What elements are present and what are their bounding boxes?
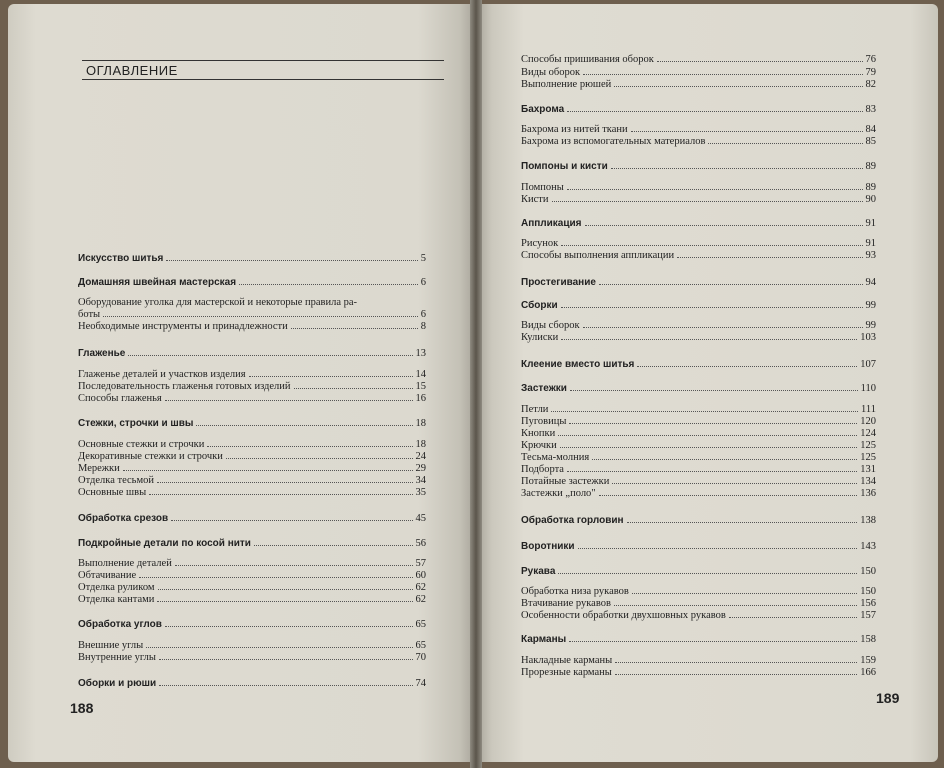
toc-item xyxy=(521,182,876,194)
toc-section xyxy=(521,218,876,230)
toc-page-number: 89 xyxy=(865,182,876,193)
toc-leader xyxy=(567,189,863,190)
book-gutter xyxy=(470,0,482,768)
toc-item xyxy=(78,463,426,475)
toc-label: Помпоны xyxy=(521,182,564,193)
toc-section xyxy=(78,418,426,430)
toc-label: Глаженье деталей и участков изделия xyxy=(78,369,246,380)
toc-label: Стежки, строчки и швы xyxy=(78,418,194,429)
left-page-number: 188 xyxy=(70,700,94,716)
toc-item xyxy=(521,79,876,91)
toc-label: Помпоны и кисти xyxy=(521,161,608,172)
toc-leader xyxy=(146,647,412,648)
toc-item xyxy=(78,594,426,606)
toc-item xyxy=(521,194,876,206)
toc-page-number: 120 xyxy=(860,416,876,427)
toc-item xyxy=(521,610,876,622)
toc-page-number: 110 xyxy=(860,383,876,394)
toc-label: Виды оборок xyxy=(521,67,581,78)
toc-page-number: 131 xyxy=(860,464,876,475)
toc-label: Внутренние углы xyxy=(78,652,156,663)
toc-label: Простегивание xyxy=(521,277,596,288)
toc-item xyxy=(78,369,426,381)
toc-item xyxy=(78,321,426,333)
toc-item xyxy=(521,250,876,262)
toc-leader xyxy=(165,400,413,401)
toc-page-number: 82 xyxy=(865,79,876,90)
toc-label: Рисунок xyxy=(521,238,559,249)
right-page-number: 189 xyxy=(876,690,900,706)
toc-page-number: 65 xyxy=(415,619,426,630)
toc-section xyxy=(78,348,426,360)
toc-section xyxy=(521,104,876,116)
toc-label: Кисти xyxy=(521,194,549,205)
toc-leader xyxy=(657,61,863,62)
toc-section xyxy=(78,277,426,289)
toc-leader xyxy=(149,494,412,495)
toc-item xyxy=(521,667,876,679)
toc-leader xyxy=(614,605,857,606)
toc-page-number: 14 xyxy=(415,369,426,380)
toc-label: Подборта xyxy=(521,464,564,475)
toc-page-number: 91 xyxy=(865,238,876,249)
toc-page-number: 56 xyxy=(415,538,426,549)
toc-section xyxy=(521,161,876,173)
toc-page-number: 136 xyxy=(860,488,876,499)
toc-page-number: 62 xyxy=(415,582,426,593)
toc-leader xyxy=(171,520,412,521)
toc-page-number: 150 xyxy=(860,586,876,597)
toc-leader xyxy=(249,376,413,377)
toc-leader xyxy=(123,470,413,471)
toc-section xyxy=(78,678,426,690)
toc-label: Отделка тесьмой xyxy=(78,475,154,486)
toc-page-number: 150 xyxy=(860,566,876,577)
toc-label: Мережки xyxy=(78,463,120,474)
toc-leader xyxy=(583,74,862,75)
toc-label: Обработка срезов xyxy=(78,513,169,524)
toc-page-number: 6 xyxy=(420,309,426,320)
toc-label: Подкройные детали по косой нити xyxy=(78,538,251,549)
toc-leader xyxy=(551,411,858,412)
toc-item xyxy=(78,475,426,487)
toc-page-number: 99 xyxy=(865,300,876,311)
toc-page-number: 79 xyxy=(865,67,876,78)
toc-page-number: 62 xyxy=(415,594,426,605)
toc-label: Кулиски xyxy=(521,332,559,343)
toc-page-number: 91 xyxy=(865,218,876,229)
toc-leader xyxy=(637,366,857,367)
toc-label: Особенности обработки двухшовных рукавов xyxy=(521,610,726,621)
toc-item xyxy=(521,428,876,440)
toc-section xyxy=(521,515,876,527)
toc-page-number: 15 xyxy=(415,381,426,392)
toc-item xyxy=(521,586,876,598)
toc-section xyxy=(521,383,876,395)
toc-multiline-line1: Оборудование уголка для мастерской и некоторые правила ра- xyxy=(78,297,358,308)
toc-leader xyxy=(677,257,862,258)
toc-label: Втачивание рукавов xyxy=(521,598,611,609)
toc-label: Выполнение рюшей xyxy=(521,79,612,90)
toc-page-number: 143 xyxy=(860,541,876,552)
toc-leader xyxy=(561,339,857,340)
toc-item xyxy=(521,54,876,66)
toc-item xyxy=(521,404,876,416)
toc-item xyxy=(521,655,876,667)
toc-item xyxy=(78,487,426,499)
toc-label: Домашняя швейная мастерская xyxy=(78,277,237,288)
toc-page-number: 166 xyxy=(860,667,876,678)
toc-section xyxy=(521,359,876,371)
toc-label: Оборки и рюши xyxy=(78,678,157,689)
toc-page-number: 125 xyxy=(860,452,876,463)
toc-label: Рукава xyxy=(521,566,556,577)
toc-item xyxy=(78,640,426,652)
toc-label: Пуговицы xyxy=(521,416,567,427)
toc-page-number: 156 xyxy=(860,598,876,609)
toc-label: боты xyxy=(78,309,101,320)
toc-label: Кнопки xyxy=(521,428,556,439)
contents-title: ОГЛАВЛЕНИЕ xyxy=(86,63,178,78)
toc-leader xyxy=(569,641,857,642)
toc-page-number: 93 xyxy=(865,250,876,261)
toc-label: Бахрома из вспомогательных материалов xyxy=(521,136,706,147)
toc-leader xyxy=(612,483,857,484)
toc-page-number: 99 xyxy=(865,320,876,331)
toc-page-number: 70 xyxy=(415,652,426,663)
toc-leader xyxy=(570,390,858,391)
toc-label: Аппликация xyxy=(521,218,582,229)
toc-leader xyxy=(567,111,862,112)
toc-leader xyxy=(708,143,862,144)
toc-page-number: 60 xyxy=(415,570,426,581)
toc-label: Основные стежки и строчки xyxy=(78,439,205,450)
toc-page-number: 18 xyxy=(415,439,426,450)
toc-label: Клеение вместо шитья xyxy=(521,359,635,370)
toc-item xyxy=(521,67,876,79)
toc-page-number: 45 xyxy=(415,513,426,524)
toc-label: Обтачивание xyxy=(78,570,137,581)
toc-item xyxy=(521,452,876,464)
toc-page-number: 103 xyxy=(860,332,876,343)
toc-page-number: 57 xyxy=(415,558,426,569)
toc-label: Отделка руликом xyxy=(78,582,155,593)
toc-label: Обработка низа рукавов xyxy=(521,586,629,597)
toc-page-number: 74 xyxy=(415,678,426,689)
toc-label: Застежки xyxy=(521,383,567,394)
toc-page-number: 24 xyxy=(415,451,426,462)
toc-leader xyxy=(159,685,412,686)
toc-label: Декоративные стежки и строчки xyxy=(78,451,223,462)
toc-leader xyxy=(561,307,863,308)
toc-leader xyxy=(558,573,857,574)
toc-label: Выполнение деталей xyxy=(78,558,172,569)
toc-leader xyxy=(569,423,857,424)
toc-label: Искусство шитья xyxy=(78,253,164,264)
toc-page-number: 124 xyxy=(860,428,876,439)
toc-label: Способы выполнения аппликации xyxy=(521,250,675,261)
toc-leader xyxy=(560,447,858,448)
toc-leader xyxy=(627,522,858,523)
toc-leader xyxy=(166,260,417,261)
toc-leader xyxy=(165,626,413,627)
toc-label: Петли xyxy=(521,404,549,415)
toc-page-number: 5 xyxy=(420,253,426,264)
toc-leader xyxy=(729,617,857,618)
toc-label: Обработка углов xyxy=(78,619,162,630)
toc-label: Застежки „поло" xyxy=(521,488,596,499)
toc-page-number: 90 xyxy=(865,194,876,205)
toc-item xyxy=(78,451,426,463)
toc-label: Воротники xyxy=(521,541,575,552)
toc-leader xyxy=(175,565,413,566)
toc-label: Сборки xyxy=(521,300,558,311)
toc-label: Крючки xyxy=(521,440,557,451)
toc-leader xyxy=(615,674,857,675)
toc-section xyxy=(78,619,426,631)
toc-label: Основные швы xyxy=(78,487,147,498)
toc-leader xyxy=(552,201,863,202)
toc-leader xyxy=(159,659,413,660)
toc-item xyxy=(78,439,426,451)
toc-item xyxy=(521,238,876,250)
toc-page-number: 13 xyxy=(415,348,426,359)
toc-item xyxy=(521,598,876,610)
toc-item xyxy=(521,488,876,500)
toc-page-number: 85 xyxy=(865,136,876,147)
toc-item xyxy=(521,136,876,148)
toc-label: Глаженье xyxy=(78,348,126,359)
toc-page-number: 83 xyxy=(865,104,876,115)
toc-label: Обработка горловин xyxy=(521,515,624,526)
toc-label: Отделка кантами xyxy=(78,594,155,605)
toc-label: Накладные карманы xyxy=(521,655,613,666)
toc-leader xyxy=(139,577,412,578)
toc-section xyxy=(521,634,876,646)
toc-section xyxy=(78,538,426,550)
toc-leader xyxy=(103,316,418,317)
header-rule-bottom xyxy=(82,79,444,80)
toc-leader xyxy=(157,601,412,602)
toc-page-number: 16 xyxy=(415,393,426,404)
toc-item xyxy=(78,652,426,664)
toc-item xyxy=(521,416,876,428)
toc-page-number: 157 xyxy=(860,610,876,621)
toc-section xyxy=(521,300,876,312)
toc-item xyxy=(521,320,876,332)
toc-page-number: 65 xyxy=(415,640,426,651)
toc-multiline-line2 xyxy=(78,309,426,321)
toc-leader xyxy=(158,589,413,590)
toc-label: Способы пришивания оборок xyxy=(521,54,654,65)
toc-item xyxy=(78,381,426,393)
toc-leader xyxy=(207,446,412,447)
toc-page-number: 107 xyxy=(860,359,876,370)
toc-leader xyxy=(599,284,863,285)
toc-leader xyxy=(196,425,412,426)
toc-label: Виды сборок xyxy=(521,320,580,331)
toc-page-number: 138 xyxy=(860,515,876,526)
toc-label: Карманы xyxy=(521,634,567,645)
toc-label: Бахрома из нитей ткани xyxy=(521,124,628,135)
toc-label: Прорезные карманы xyxy=(521,667,612,678)
toc-label: Потайные застежки xyxy=(521,476,610,487)
toc-leader xyxy=(611,168,863,169)
toc-page-number: 35 xyxy=(415,487,426,498)
toc-item xyxy=(521,332,876,344)
toc-leader xyxy=(558,435,857,436)
toc-leader xyxy=(615,662,857,663)
toc-page-number: 34 xyxy=(415,475,426,486)
toc-item xyxy=(78,570,426,582)
toc-section xyxy=(521,566,876,578)
toc-leader xyxy=(592,459,857,460)
toc-leader xyxy=(239,284,418,285)
toc-label: Внешние углы xyxy=(78,640,144,651)
toc-leader xyxy=(291,328,418,329)
toc-leader xyxy=(585,225,863,226)
toc-label: Последовательность глаженья готовых изделий xyxy=(78,381,291,392)
toc-leader xyxy=(632,593,857,594)
toc-item xyxy=(521,476,876,488)
toc-page-number: 29 xyxy=(415,463,426,474)
toc-leader xyxy=(561,245,862,246)
toc-page-number: 6 xyxy=(420,277,426,288)
toc-item xyxy=(521,464,876,476)
toc-leader xyxy=(614,86,862,87)
contents-header xyxy=(82,60,444,80)
toc-label: Бахрома xyxy=(521,104,565,115)
toc-leader xyxy=(157,482,413,483)
toc-label: Тесьма-молния xyxy=(521,452,590,463)
toc-page-number: 94 xyxy=(865,277,876,288)
toc-leader xyxy=(226,458,413,459)
toc-item xyxy=(521,440,876,452)
toc-page-number: 134 xyxy=(860,476,876,487)
toc-leader xyxy=(254,545,413,546)
toc-leader xyxy=(128,355,412,356)
toc-page-number: 158 xyxy=(860,634,876,645)
toc-leader xyxy=(599,495,858,496)
toc-label: Необходимые инструменты и принадлежности xyxy=(78,321,288,332)
toc-page-number: 89 xyxy=(865,161,876,172)
toc-leader xyxy=(294,388,413,389)
toc-page-number: 84 xyxy=(865,124,876,135)
toc-item xyxy=(78,582,426,594)
toc-leader xyxy=(578,548,858,549)
toc-leader xyxy=(567,471,857,472)
toc-page-number: 125 xyxy=(860,440,876,451)
toc-item xyxy=(78,558,426,570)
toc-page-number: 18 xyxy=(415,418,426,429)
toc-page-number: 76 xyxy=(865,54,876,65)
toc-leader xyxy=(631,131,863,132)
toc-section xyxy=(78,513,426,525)
toc-page-number: 159 xyxy=(860,655,876,666)
toc-section xyxy=(521,277,876,289)
toc-section xyxy=(78,253,426,265)
toc-item xyxy=(78,393,426,405)
toc-item xyxy=(521,124,876,136)
toc-page-number: 8 xyxy=(420,321,426,332)
toc-page-number: 111 xyxy=(861,404,876,415)
toc-label: Способы глаженья xyxy=(78,393,162,404)
toc-section xyxy=(521,541,876,553)
toc-leader xyxy=(583,327,863,328)
